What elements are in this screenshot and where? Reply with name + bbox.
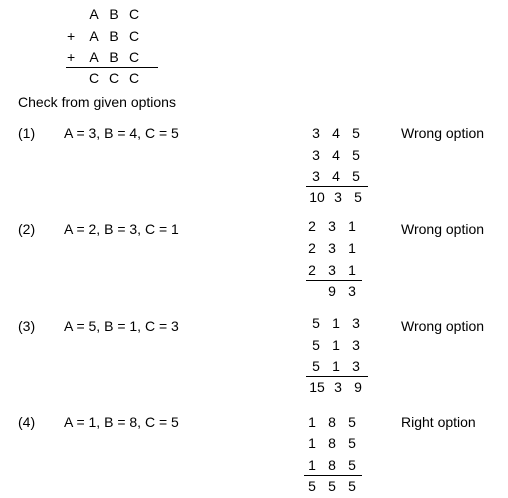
option-assignment: A = 1, B = 8, C = 5 <box>64 414 179 430</box>
sum-digit: 3 <box>352 358 360 374</box>
sum-digit: 5 <box>348 414 356 430</box>
sum-row <box>302 218 362 234</box>
problem-digit: C <box>128 6 140 22</box>
sum-digit: 5 <box>352 168 360 184</box>
sum-row <box>306 125 366 141</box>
sum-digit: 1 <box>332 337 340 353</box>
problem-result <box>84 70 144 86</box>
sum-digit: 3 <box>328 240 336 256</box>
option-assignment: A = 2, B = 3, C = 1 <box>64 221 179 237</box>
sum-result <box>322 283 362 299</box>
result-digit: 5 <box>328 478 336 494</box>
sum-digit: 4 <box>332 147 340 163</box>
problem-row <box>84 49 144 65</box>
sum-digit: 3 <box>352 315 360 331</box>
sum-row <box>302 414 362 430</box>
sum-digit: 1 <box>308 435 316 451</box>
result-digit: 9 <box>328 283 336 299</box>
problem-digit: C <box>128 28 140 44</box>
sum-digit: 4 <box>332 125 340 141</box>
sum-result <box>306 189 368 205</box>
option-assignment: A = 3, B = 4, C = 5 <box>64 125 179 141</box>
option-assignment: A = 5, B = 1, C = 3 <box>64 318 179 334</box>
option-verdict: Wrong option <box>401 318 485 334</box>
sum-digit: 3 <box>352 337 360 353</box>
sum-digit: 5 <box>348 435 356 451</box>
option-number: (1) <box>18 125 36 141</box>
sum-row <box>306 358 366 374</box>
result-digit: 9 <box>354 379 362 395</box>
sum-digit: 1 <box>332 315 340 331</box>
sum-digit: 3 <box>328 262 336 278</box>
sum-row <box>302 457 362 473</box>
sum-digit: 1 <box>348 262 356 278</box>
instruction: Check from given options <box>18 94 176 110</box>
sum-row <box>302 240 362 256</box>
sum-digit: 2 <box>308 240 316 256</box>
sum-digit: 1 <box>308 414 316 430</box>
result-digit: 3 <box>334 379 342 395</box>
sum-result <box>302 478 362 494</box>
sum-digit: 1 <box>308 457 316 473</box>
sum-digit: 2 <box>308 218 316 234</box>
plus-sign: + <box>67 28 76 44</box>
sum-line <box>306 376 368 377</box>
problem-digit: A <box>89 6 99 22</box>
sum-digit: 8 <box>328 435 336 451</box>
sum-row <box>306 315 366 331</box>
sum-digit: 1 <box>332 358 340 374</box>
result-digit: 5 <box>348 478 356 494</box>
sum-digit: 1 <box>348 218 356 234</box>
result-digit: 3 <box>348 283 356 299</box>
result-digit: 10 <box>309 189 325 205</box>
sum-row <box>306 168 366 184</box>
sum-row <box>302 435 362 451</box>
option-number: (4) <box>18 414 36 430</box>
result-digit: 15 <box>309 379 325 395</box>
problem-digit: A <box>89 28 99 44</box>
option-verdict: Right option <box>401 414 476 430</box>
sum-result <box>306 379 368 395</box>
sum-digit: 3 <box>312 125 320 141</box>
problem-row <box>84 28 144 44</box>
sum-digit: 5 <box>312 315 320 331</box>
sum-digit: 5 <box>312 337 320 353</box>
sum-digit: 5 <box>348 457 356 473</box>
sum-digit: 3 <box>328 218 336 234</box>
problem-digit: B <box>109 28 119 44</box>
problem-digit: B <box>109 6 119 22</box>
result-digit: 3 <box>334 189 342 205</box>
sum-row <box>306 337 366 353</box>
sum-line <box>306 186 368 187</box>
problem-sum-line <box>66 67 158 68</box>
sum-digit: 8 <box>328 457 336 473</box>
sum-digit: 8 <box>328 414 336 430</box>
problem-digit: B <box>109 49 119 65</box>
plus-sign: + <box>67 49 76 65</box>
result-digit: 5 <box>354 189 362 205</box>
sum-digit: 2 <box>308 262 316 278</box>
sum-digit: 4 <box>332 168 340 184</box>
sum-digit: 1 <box>348 240 356 256</box>
sum-row <box>306 147 366 163</box>
option-verdict: Wrong option <box>401 221 485 237</box>
result-digit: 5 <box>308 478 316 494</box>
sum-digit: 3 <box>312 168 320 184</box>
sum-digit: 5 <box>352 147 360 163</box>
option-verdict: Wrong option <box>401 125 485 141</box>
option-number: (3) <box>18 318 36 334</box>
problem-digit: A <box>89 49 99 65</box>
problem-digit: C <box>128 49 140 65</box>
sum-digit: 5 <box>312 358 320 374</box>
problem-row <box>84 6 144 22</box>
result-digit: C <box>108 70 120 86</box>
sum-row <box>302 262 362 278</box>
sum-line <box>304 475 362 476</box>
result-digit: C <box>88 70 100 86</box>
result-digit: C <box>128 70 140 86</box>
sum-digit: 3 <box>312 147 320 163</box>
sum-digit: 5 <box>352 125 360 141</box>
sum-line <box>306 280 362 281</box>
option-number: (2) <box>18 221 36 237</box>
